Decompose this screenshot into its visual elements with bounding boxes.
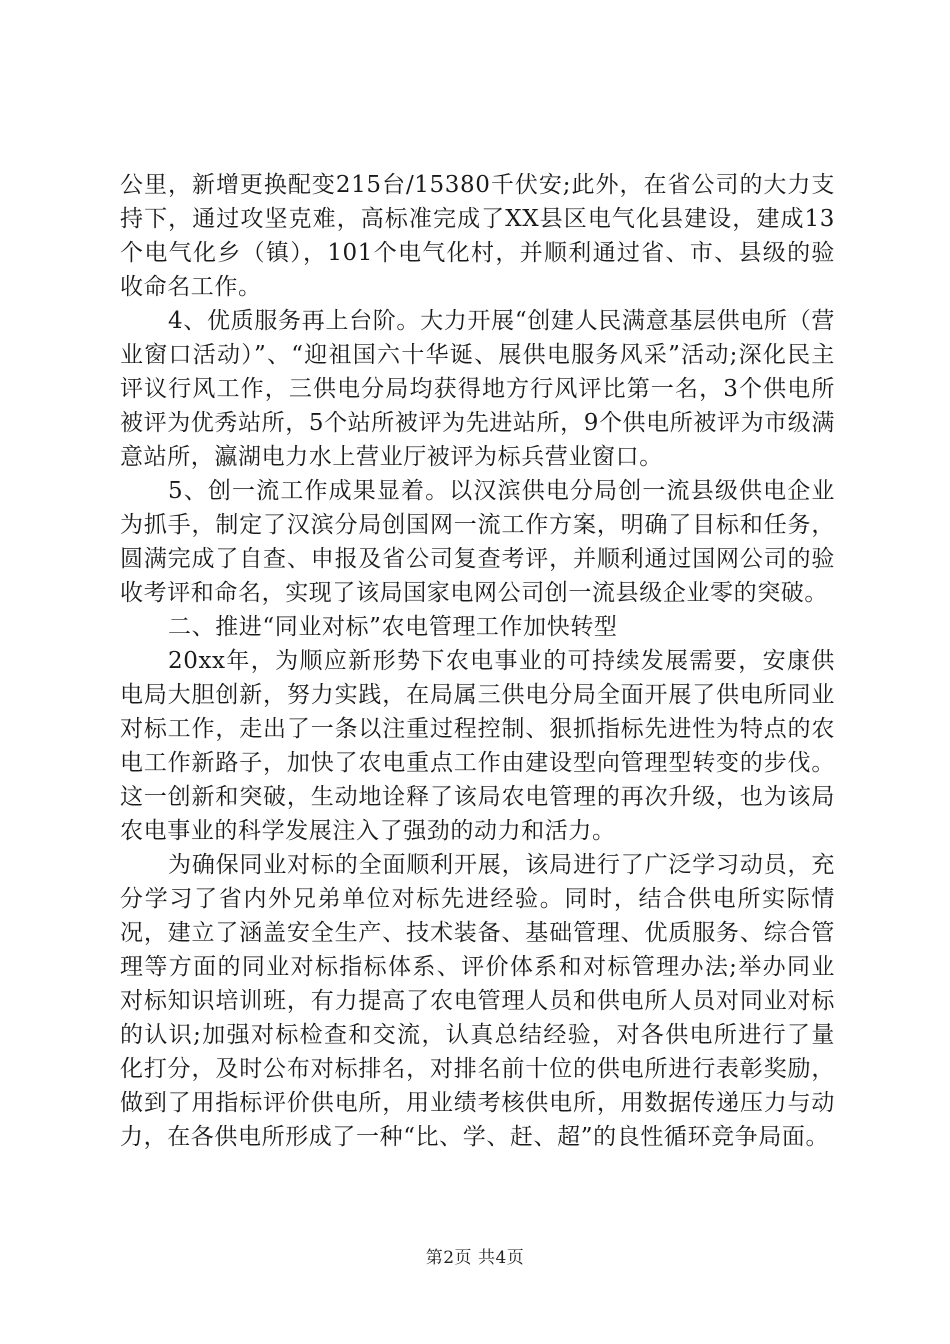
paragraph-benchmark-measures: 为确保同业对标的全面顺利开展，该局进行了广泛学习动员，充分学习了省内外兄弟单位对标先进经验。同时，结合供电所实际情况，建立了涵盖安全生产、技术装备、基础管理、优质服务、综合管理等方面的同业对标指标体系、评价体系和对标管理办法;举办同业对标知识培训班，有力提高了农电管理人员和供电所人员对同业对标的认识;加强对标检查和交流，认真总结经验，对各供电所进行了量化打分，及时公布对标排名，对排名前十位的供电所进行表彰奖励，做到了用指标评价供电所，用业绩考核供电所，用数据传递压力与动力，在各供电所形成了一种“比、学、赶、超”的良性循环竞争局面。	[120, 852, 835, 1150]
paragraph-continuation: 公里，新增更换配变215台/15380千伏安;此外，在省公司的大力支持下，通过攻坚克难，高标准完成了XX县区电气化县建设，建成13个电气化乡（镇），101个电气化村，并顺利通过省、市、县级的验收命名工作。	[120, 172, 835, 300]
paragraph-first-class: 5、创一流工作成果显着。以汉滨供电分局创一流县级供电企业为抓手，制定了汉滨分局创国网一流工作方案，明确了目标和任务，圆满完成了自查、申报及省公司复查考评，并顺利通过国网公司的验收考评和命名，实现了该局国家电网公司创一流县级企业零的突破。	[120, 478, 835, 606]
body-text	[120, 168, 835, 1154]
page-footer: 第2页 共4页	[425, 1248, 525, 1268]
paragraph-service: 4、优质服务再上台阶。大力开展“创建人民满意基层供电所（营业窗口活动）”、“迎祖国六十华诞、展供电服务风采”活动;深化民主评议行风工作，三供电分局均获得地方行风评比第一名，3个供电所被评为优秀站所，5个站所被评为先进站所，9个供电所被评为市级满意站所，瀛湖电力水上营业厅被评为标兵营业窗口。	[120, 308, 835, 470]
paragraph-benchmark-intro: 20xx年，为顺应新形势下农电事业的可持续发展需要，安康供电局大胆创新，努力实践，在局属三供电分局全面开展了供电所同业对标工作，走出了一条以注重过程控制、狠抓指标先进性为特点的农电工作新路子，加快了农电重点工作由建设型向管理型转变的步伐。这一创新和突破，生动地诠释了该局农电管理的再次升级，也为该局农电事业的科学发展注入了强劲的动力和活力。	[120, 648, 835, 844]
section-heading: 二、推进“同业对标”农电管理工作加快转型	[168, 614, 618, 640]
